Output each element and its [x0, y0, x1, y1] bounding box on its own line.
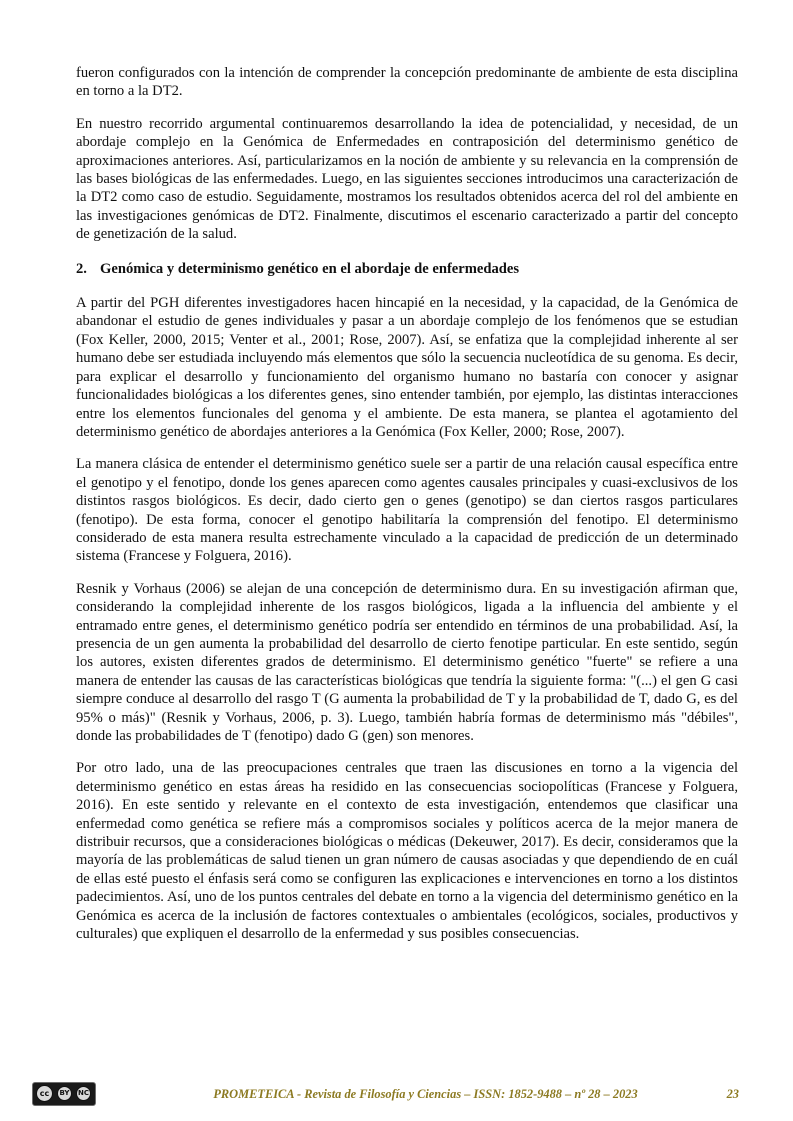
page-footer [32, 1082, 739, 1108]
journal-citation: PROMETEICA - Revista de Filosofía y Ciencias – ISSN: 1852-9488 – nº 28 – 2023 [213, 1087, 638, 1101]
page-number: 23 [726, 1087, 739, 1101]
paragraph: A partir del PGH diferentes investigadores hacen hincapié en la necesidad, y la capacidad, de la Genómica de abandonar el estudio de genes individuales y pasar a un abordaje complejo de los fenómenos que se estudian (Fox Keller, 2000, 2015; Venter et al., 2001; Rose, 2007). Así, se enfatiza que la complejidad inherente al ser humano debe ser estudiada incluyendo más elementos que sólo la secuencia nucleotídica de su genoma. Es decir, para explicar el desarrollo y funcionamiento del organismo humano no bastaría con conocer y asignar funcionalidades biológicas a los diferentes genes, sino entender también, por ejemplo, las distintas interacciones entre los elementos funcionales del genoma y el ambiente. De esta manera, se plantea el agotamiento del determinismo genético de abordajes anteriores a la Genómica (Fox Keller, 2000; Rose, 2007). [76, 295, 738, 440]
noncommercial-icon: NC [76, 1086, 91, 1101]
paragraph: En nuestro recorrido argumental continuaremos desarrollando la idea de potencialidad, y necesidad, de un abordaje complejo en la Genómica de Enfermedades en contraposición del determinismo genético de aproximaciones anteriores. Así, particularizamos en la noción de ambiente y su relevancia en la comprensión de las bases biológicas de las enfermedades. Luego, en las siguientes secciones introducimos una caracterización de la DT2 como caso de estudio. Seguidamente, mostramos los resultados obtenidos acerca del rol del ambiente en las investigaciones genómicas de DT2. Finalmente, discutimos el escenario caracterizado a partir del concepto de genetización de la salud. [76, 115, 738, 243]
section-number: 2. [76, 260, 87, 277]
page-body [76, 64, 738, 957]
section-title: Genómica y determinismo genético en el abordaje de enfermedades [100, 260, 520, 277]
paragraph: Por otro lado, una de las preocupaciones centrales que traen las discusiones en torno a la vigencia del determinismo genético en estas áreas ha residido en las consecuencias sociopolíticas (Francese y Folguera, 2016). En este sentido y relevante en el contexto de esta investigación, entendemos que clasificar una enfermedad como genética se refiere más a compromisos sociales y políticos acerca de la mejor manera de distribuir recursos, que a consideraciones biológicas o médicas (Dekeuwer, 2017). Es decir, consideramos que la mayoría de las problemáticas de salud tienen un gran número de causas asociadas y que dependiendo de en cuál de ellas esté puesto el énfasis será como se configuren las explicaciones e intervenciones en torno a los distintos padecimientos. Así, uno de los puntos centrales del debate en torno a la vigencia del determinismo genético en la Genómica es acerca de la inclusión de factores contextuales o ambientales (ecológicos, sociales, productivos y culturales) que expliquen el desarrollo de la enfermedad y sus posibles consecuencias. [76, 760, 738, 943]
paragraph: La manera clásica de entender el determinismo genético suele ser a partir de una relación causal específica entre el genotipo y el fenotipo, donde los genes aparecen como agentes causales principales y cuasi-exclusivos de los distintos rasgos biológicos. Es decir, dado cierto gen o genes (genotipo) se dan ciertos rasgos particulares (fenotipo). De esta forma, conocer el genotipo habilitaría la comprensión del fenotipo. El determinismo considerado de esta manera resulta estrechamente vinculado a la capacidad de predicción de un determinado sistema (Francese y Folguera, 2016). [76, 456, 738, 565]
by-attribution-icon: BY [57, 1086, 72, 1101]
cc-icon: cc [36, 1085, 53, 1102]
section-heading [76, 260, 738, 278]
paragraph: fueron configurados con la intención de comprender la concepción predominante de ambiente de esta disciplina en torno a la DT2. [76, 65, 738, 100]
paragraph: Resnik y Vorhaus (2006) se alejan de una concepción de determinismo dura. En su investigación afirman que, considerando la complejidad inherente de los rasgos biológicos, ligada a la influencia del ambiente y el entramado entre genes, el determinismo genético podría ser entendido en términos de una probabilidad. Así, la presencia de un gen aumenta la probabilidad del desarrollo de cierto fenotipe particular. En este sentido, según los autores, existen diferentes grados de determinismo. El determinismo genético "fuerte" se refiere a una manera de entender las causas de las características biológicas que tendría la siguiente forma: "(...) el gen G casi siempre conduce al desarrollo del rasgo T (G aumenta la probabilidad de T y la probabilidad de T, dado G, es del 95% o más)" (Resnik y Vorhaus, 2006, p. 3). Luego, también habría formas de determinismo más "débiles", donde las probabilidades de T (fenotipo) dado G (gen) son menores. [76, 580, 738, 744]
